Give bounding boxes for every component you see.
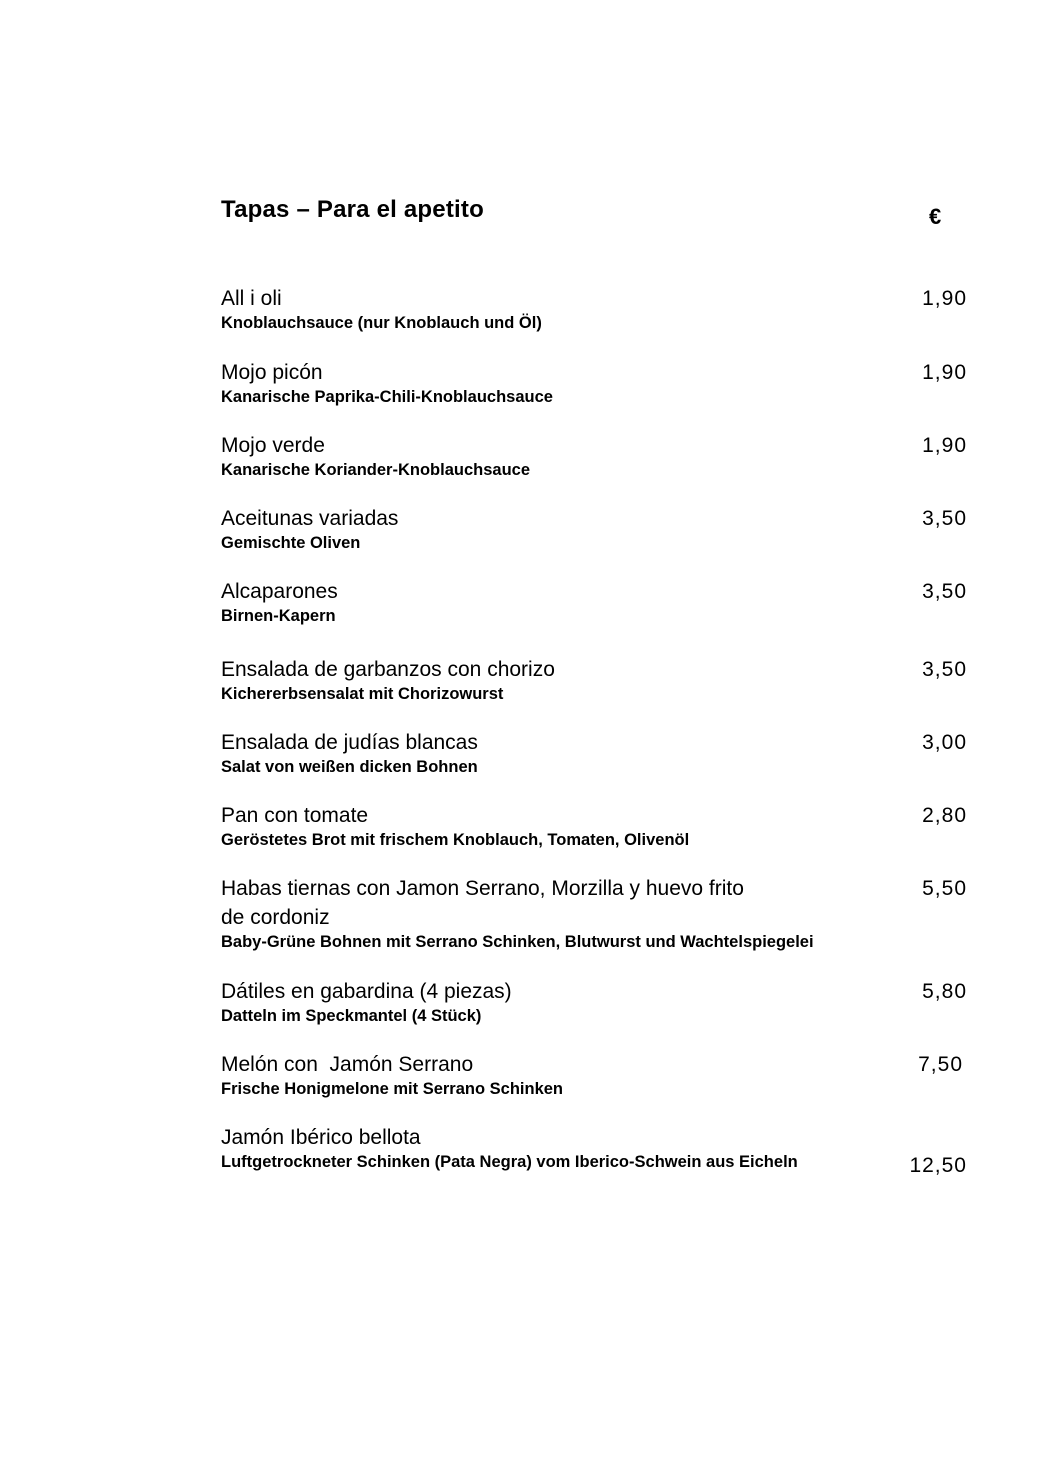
- item-price: 2,80: [922, 804, 967, 827]
- item-price: 5,80: [922, 980, 967, 1003]
- item-description: Frische Honigmelone mit Serrano Schinken: [221, 1080, 563, 1098]
- menu-item: [221, 577, 981, 628]
- item-name: Dátiles en gabardina (4 piezas): [221, 980, 512, 1003]
- item-price: 1,90: [922, 434, 967, 457]
- item-name: Melón con Jamón Serrano: [221, 1053, 474, 1076]
- item-price: 3,50: [922, 507, 967, 530]
- item-name: Pan con tomate: [221, 804, 369, 827]
- item-description: Knoblauchsauce (nur Knoblauch und Öl): [221, 314, 542, 332]
- item-name-continued: de cordoniz: [221, 906, 330, 929]
- item-name: Alcaparones: [221, 580, 338, 603]
- item-description: Kanarische Koriander-Knoblauchsauce: [221, 461, 531, 479]
- item-name: Ensalada de judías blancas: [221, 731, 478, 754]
- item-description: Salat von weißen dicken Bohnen: [221, 758, 478, 776]
- item-name: Jamón Ibérico bellota: [221, 1126, 421, 1149]
- menu-header: [221, 196, 981, 236]
- menu-item: [221, 874, 981, 954]
- item-description: Birnen-Kapern: [221, 607, 336, 625]
- item-description: Luftgetrockneter Schinken (Pata Negra) vom Iberico-Schwein aus Eicheln: [221, 1153, 798, 1171]
- menu-item: [221, 1123, 981, 1177]
- item-price: 7,50: [918, 1053, 963, 1076]
- menu-item: [221, 358, 981, 409]
- item-description: Geröstetes Brot mit frischem Knoblauch, Tomaten, Olivenöl: [221, 831, 690, 849]
- item-price: 3,00: [922, 731, 967, 754]
- menu-page: [221, 196, 981, 1177]
- item-description: Datteln im Speckmantel (4 Stück): [221, 1007, 482, 1025]
- item-name: Mojo picón: [221, 361, 323, 384]
- item-name: Habas tiernas con Jamon Serrano, Morzilla y huevo frito: [221, 877, 744, 900]
- item-price: 1,90: [922, 361, 967, 384]
- menu-item: [221, 431, 981, 482]
- menu-item: [221, 801, 981, 852]
- item-name: Aceitunas variadas: [221, 507, 399, 530]
- item-price: 3,50: [922, 658, 967, 681]
- item-description: Kanarische Paprika-Chili-Knoblauchsauce: [221, 388, 553, 406]
- item-price: 5,50: [922, 877, 967, 900]
- item-description: Kichererbsensalat mit Chorizowurst: [221, 685, 504, 703]
- page-title: Tapas – Para el apetito: [221, 196, 484, 223]
- item-price: 12,50: [909, 1154, 967, 1177]
- menu-item: [221, 728, 981, 779]
- item-price: 1,90: [922, 287, 967, 310]
- menu-item: [221, 977, 981, 1028]
- menu-item: [221, 284, 981, 335]
- item-description: Baby-Grüne Bohnen mit Serrano Schinken, Blutwurst und Wachtelspiegelei: [221, 933, 814, 951]
- item-name: All i oli: [221, 287, 282, 310]
- item-name: Ensalada de garbanzos con chorizo: [221, 658, 555, 681]
- item-price: 3,50: [922, 580, 967, 603]
- item-name: Mojo verde: [221, 434, 325, 457]
- menu-item: [221, 504, 981, 555]
- currency-label: €: [929, 204, 942, 229]
- menu-item: [221, 1050, 981, 1101]
- menu-item: [221, 655, 981, 706]
- item-description: Gemischte Oliven: [221, 534, 361, 552]
